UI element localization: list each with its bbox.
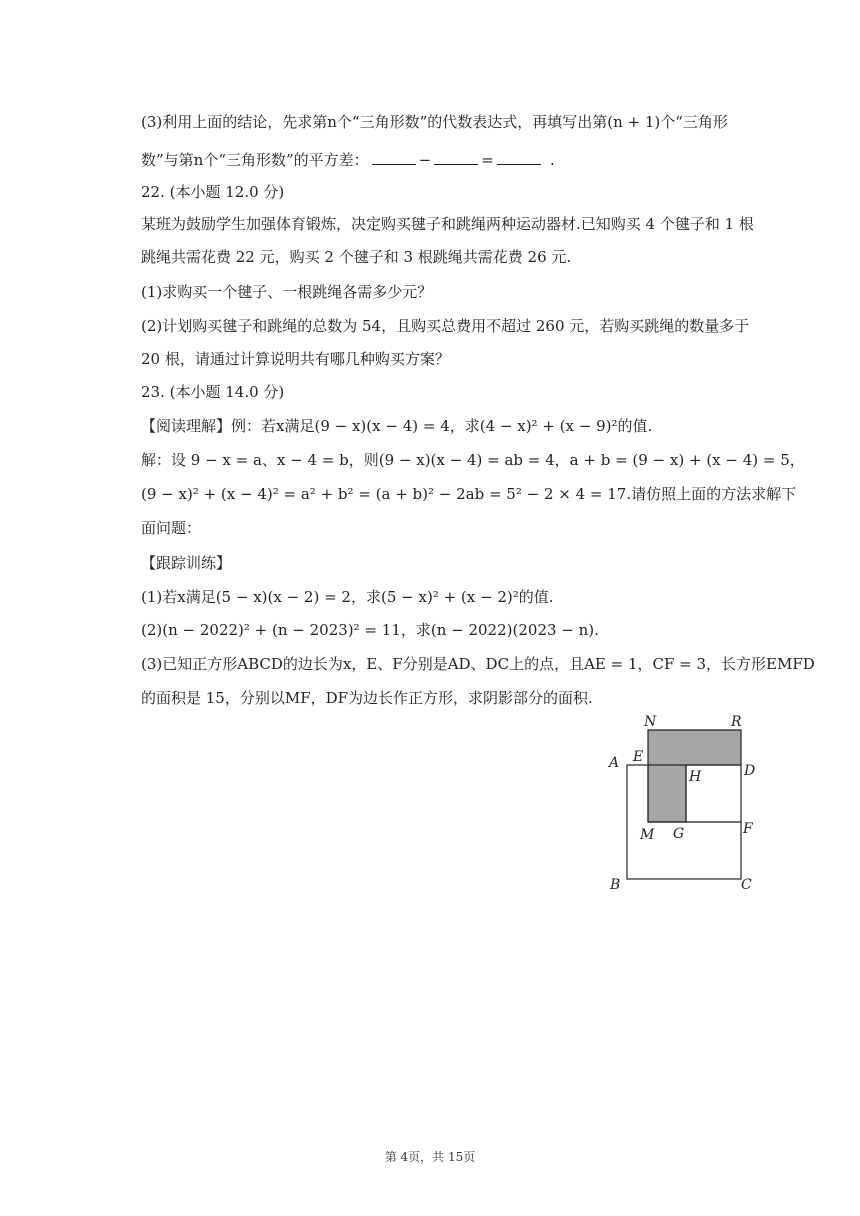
q21-part3-text: 数”与第n个“三角形数”的平方差： xyxy=(141,151,369,169)
q21-part3-line1: (3)利用上面的结论，先求第n个“三角形数”的代数表达式，再填写出第(n + 1)个“三角形 xyxy=(141,113,728,131)
q23-solution-line2: (9 − x)² + (x − 4)² = a² + b² = (a + b)² − 2ab = 5² − 2 × 4 = 17.请仿照上面的方法求解下 xyxy=(141,485,797,503)
label-A: A xyxy=(609,755,620,771)
label-H: H xyxy=(689,769,702,785)
period: . xyxy=(549,151,555,169)
q23-solution-line3: 面问题： xyxy=(141,519,202,537)
q22-text-line2: 跳绳共需花费 22 元，购买 2 个毽子和 3 根跳绳共需花费 26 元. xyxy=(141,248,572,266)
label-N: N xyxy=(644,714,657,730)
q23-part3-line1: (3)已知正方形ABCD的边长为x，E、F分别是AD、DC上的点，且AE = 1，CF = 3，长方形EMFD xyxy=(141,655,815,673)
label-C: C xyxy=(741,877,752,893)
label-M: M xyxy=(640,827,655,843)
label-G: G xyxy=(673,826,685,842)
q22-part1: (1)求购买一个毽子、一根跳绳各需多少元？ xyxy=(141,283,433,301)
answer-blank-2[interactable] xyxy=(434,150,478,165)
label-R: R xyxy=(731,714,742,730)
q23-part3-line2: 的面积是 15，分别以MF，DF为边长作正方形，求阴影部分的面积. xyxy=(141,689,593,707)
label-D: D xyxy=(744,763,756,779)
q23-solution-line1: 解：设 9 − x = a、x − 4 = b，则(9 − x)(x − 4) = ab = 4，a + b = (9 − x) + (x − 4) = 5， xyxy=(141,451,805,469)
label-B: B xyxy=(610,877,621,893)
page-footer: 第 4页，共 15页 xyxy=(384,1150,476,1164)
answer-blank-1[interactable] xyxy=(372,150,416,165)
q23-part1: (1)若x满足(5 − x)(x − 2) = 2，求(5 − x)² + (x − 2)²的值. xyxy=(141,588,554,606)
q22-part2-line2: 20 根，请通过计算说明共有哪几种购买方案？ xyxy=(141,350,450,368)
q22-part2-line1: (2)计划购买毽子和跳绳的总数为 54，且购买总费用不超过 260 元，若购买跳绳的数量多于 xyxy=(141,317,750,335)
q22-text-line1: 某班为鼓励学生加强体育锻炼，决定购买毽子和跳绳两种运动器材.已知购买 4 个毽子和 1 根 xyxy=(141,215,754,233)
q22-heading: 22. (本小题 12.0 分) xyxy=(141,183,285,201)
q21-part3-line2 xyxy=(141,150,555,170)
q23-example: 【阅读理解】例：若x满足(9 − x)(x − 4) = 4，求(4 − x)² + (x − 9)²的值. xyxy=(141,417,653,435)
label-F: F xyxy=(743,821,753,837)
minus-sign: − xyxy=(418,151,432,169)
q23-part2: (2)(n − 2022)² + (n − 2023)² = 11，求(n − 2022)(2023 − n). xyxy=(141,621,599,639)
square-figure xyxy=(600,705,770,905)
answer-blank-3[interactable] xyxy=(497,150,541,165)
label-E: E xyxy=(633,749,644,765)
equals-sign: = xyxy=(481,151,494,169)
q23-training-heading: 【跟踪训练】 xyxy=(141,554,232,572)
q23-heading: 23. (本小题 14.0 分) xyxy=(141,383,285,401)
